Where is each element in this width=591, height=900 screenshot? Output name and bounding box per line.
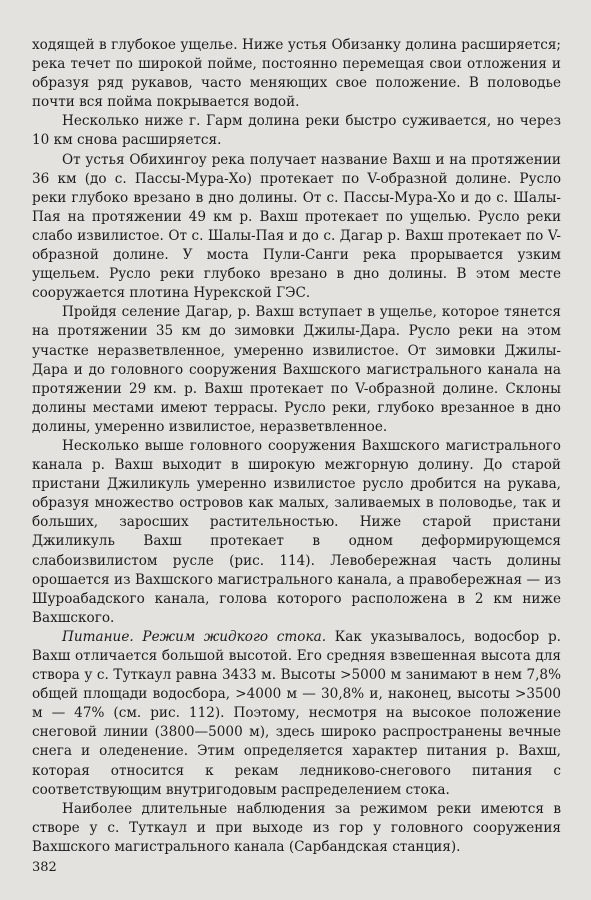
paragraph-6 — [32, 628, 561, 800]
paragraph-2: Несколько ниже г. Гарм долина реки быстро суживается, но через 10 км снова расширяется. — [32, 113, 561, 149]
paragraph-7: Наиболее длительные наблюдения за режимом реки имеются в створе у с. Туткаул и при выходе из гор у головного сооружения Вахшского магистрального канала (Сарбандская станция). — [32, 800, 561, 855]
section-heading: Питание. Режим жидкого стока. — [62, 628, 327, 645]
paragraph-3: От устья Обихингоу река получает название Вахш и на протяжении 36 км (до с. Пассы-Мура-Хо) протекает по V-образной долине. Русло реки глубоко врезано в дно долины. От с. Пассы-Мура-Хо и до с. Шалы-Пая на протяжении 49 км р. Вахш протекает по ущелью. Русло реки слабо извилистое. От с. Шалы-Пая и до с. Дагар р. Вахш протекает по V-образной долине. У моста Пули-Санги река прорывается узким ущельем. Русло реки глубоко врезано в дно долины. В этом месте сооружается плотина Нурекской ГЭС. — [32, 151, 561, 302]
paragraph-1: ходящей в глубокое ущелье. Ниже устья Обизанку долина расширяется; река течет по широкой пойме, постоянно перемещая свои отложения и образуя ряд рукавов, часто меняющих свое положение. В половодье почти вся пойма покрывается водой. — [32, 37, 561, 111]
paragraph-6-text: Как указывалось, водосбор р. Вахш отличается большой высотой. Его средняя взвешенная высота для створа у с. Туткаул равна 3433 м. Высоты >5000 м занимают в нем 7,8% общей площади водосбора, >4000 м — 30,8% и, наконец, высоты >3500 м — 47% (см. рис. 112). Поэтому, несмотря на высокое положение снеговой линии (3800—5000 м), здесь широко распространены вечные снега и оледенение. Этим определяется характер питания р. Вахш, которая относится к рекам ледниково-снегового питания с соответствующим внутригодовым распределением стока. — [32, 628, 561, 798]
page-number: 382 — [32, 860, 57, 875]
paragraph-5: Несколько выше головного сооружения Вахшского магистрального канала р. Вахш выходит в широкую межгорную долину. До старой пристани Джиликуль умеренно извилистое русло дробится на рукава, образуя множество островов как малых, заливаемых в половодье, так и больших, заросших растительностью. Ниже старой пристани Джиликуль Вахш протекает в одном деформирующемся слабоизвилистом русле (рис. 114). Левобережная часть долины орошается из Вахшского магистрального канала, а правобережная — из Шуроабадского канала, голова которого расположена в 2 км ниже Вахшского. — [32, 437, 561, 626]
body-text — [32, 36, 561, 857]
paragraph-4: Пройдя селение Дагар, р. Вахш вступает в ущелье, которое тянется на протяжении 35 км до зимовки Джилы-Дара. Русло реки на этом участке неразветвленное, умеренно извилистое. От зимовки Джилы-Дара и до головного сооружения Вахшского магистрального канала на протяжении 29 км. р. Вахш протекает по V-образной долине. Склоны долины местами имеют террасы. Русло реки, глубоко врезанное в дно долины, умеренно извилистое, неразветвленное. — [32, 304, 561, 435]
